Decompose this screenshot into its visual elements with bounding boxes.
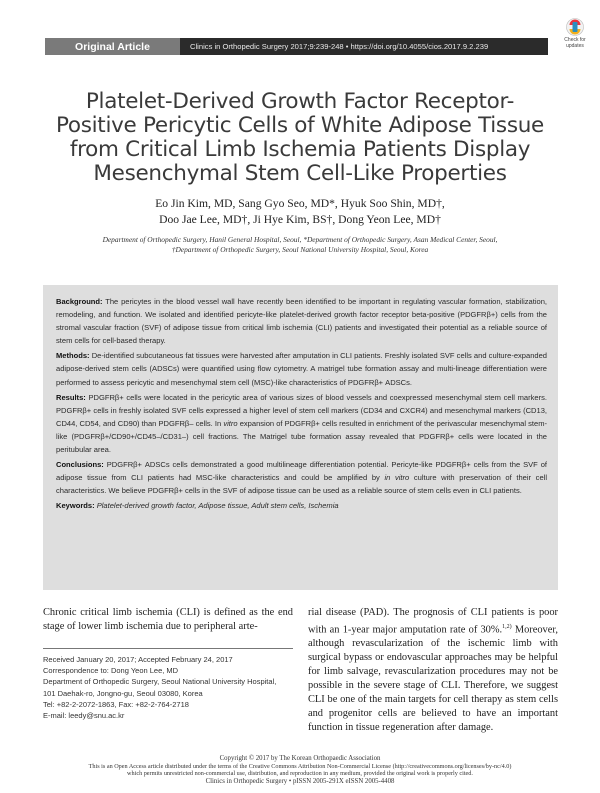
article-title: Platelet-Derived Growth Factor Receptor- Positive Pericytic Cells of White Adipose Tissue from Critical Limb Ischemia Patients Display Mesenchymal Stem Cell-Like Properties [55, 89, 544, 186]
body-text-right-column: rial disease (PAD). The prognosis of CLI patients is poor with an 1-year major amputation rate of 30%.$^{1,2)}$ Moreover, although revascularization of the ischemic limb with surgical bypass or endovascular approaches may be helpful for limb salvage, revascularization procedures may not be possible in the severe stage of CLI. Therefore, we suggest CLI be one of the main targets for cell therapy as stem cells and progenitor cells are believed to have an important function in tissue regeneration after damage. [308, 607, 558, 734]
check-for-updates-badge[interactable] [558, 18, 592, 49]
correspondence-email[interactable]: E-mail: leedy@snu.ac.kr [43, 711, 125, 721]
body-text-left-column: Chronic critical limb ischemia (CLI) is defined as the end stage of lower limb ischemia due to peripheral arte- [43, 607, 293, 632]
copyright-notice: Copyright © 2017 by The Korean Orthopaedic Association [219, 755, 381, 762]
author-affiliations: Department of Orthopedic Surgery, Hanil General Hospital, Seoul, *Department of Orthopedic Surgery, Asan Medical Center, Seoul, †Department of Orthopedic Surgery, Seoul National University Hospital, Seoul, Korea [102, 235, 498, 254]
correspondence-block [43, 654, 293, 721]
correspondence-author: Correspondence to: Dong Yeon Lee, MD [43, 666, 179, 676]
article-type-label: Original Article [45, 38, 180, 55]
author-list: Eo Jin Kim, MD, Sang Gyo Seo, MD*, Hyuk Soo Shin, MD†, Doo Jae Lee, MD†, Ji Hye Kim, BS†, Dong Yeon Lee, MD† [155, 197, 445, 226]
correspondence-phone: Tel: +82-2-2072-1863, Fax: +82-2-764-2718 [43, 699, 189, 709]
abstract-background: Background: The pericytes in the blood vessel wall have recently been identified to be important in regulating vascular formation, stabilization, remodeling, and function. We isolated and identified pericyte-like platelet-derived growth factor receptor beta-positive (PDGFRβ+) cells from the stromal vascular fraction (SVF) of adipose tissue from critical limb ischemia (CLI) patients and investigated their potential as a reliable source of stem cells for cell-based therapy. [56, 297, 547, 346]
received-dates: Received January 20, 2017; Accepted February 24, 2017 [43, 655, 233, 664]
page-footer [40, 755, 560, 785]
journal-citation: Clinics in Orthopedic Surgery 2017;9:239-248 • https://doi.org/10.4055/cios.2017.9.2.239 [190, 42, 489, 51]
abstract [43, 285, 558, 590]
license-notice-line2: which permits unrestricted non-commercial use, distribution, and reproduction in any medium, provided the original work is properly cited. [127, 770, 473, 778]
citation-reference[interactable]: 1,2) [502, 624, 512, 630]
check-for-updates-text: Check for updates [564, 37, 586, 49]
journal-issn: Clinics in Orthopedic Surgery • pISSN 2005-291X eISSN 2005-4408 [205, 777, 395, 785]
abstract-results: Results: PDGFRβ+ cells were located in the pericytic area of various sizes of blood vessels and coexpressed mesenchymal stem cell markers. PDGFRβ+ cells in freshly isolated SVF cells expressed a higher level of stem cell markers (CD34 and CXCR4) and mesenchymal markers (CD13, CD44, CD54, and CD90) than PDGFRβ– cells. In vitro expansion of PDGFRβ+ cells resulted in enrichment of the perivascular mesenchymal stem-like (PDGFRβ+/CD90+/CD45–/CD31–) cell fractions. The Matrigel tube formation assay revealed that PDGFRβ+ cells were located in the peritubular area. [56, 392, 547, 455]
abstract-keywords: Keywords: Platelet-derived growth factor, Adipose tissue, Adult stem cells, Ischemia [56, 501, 339, 511]
abstract-methods: Methods: De-identified subcutaneous fat tissues were harvested after amputation in CLI patients. Freshly isolated SVF cells and culture-expanded adipose-derived stem cells (ADSCs) were quantified using flow cytometry. A matrigel tube formation assay and multi-lineage differentiation were performed to assess pericytic and mesenchymal stem cell (MSC)-like characteristics of PDGFRβ+ ADSCs. [56, 351, 547, 387]
correspondence-department: Department of Orthopedic Surgery, Seoul National University Hospital, [43, 677, 277, 687]
crossmark-icon [566, 18, 584, 36]
correspondence-address: 101 Daehak-ro, Jongno-gu, Seoul 03080, Korea [43, 688, 203, 698]
journal-header-bar [45, 38, 548, 55]
correspondence-divider [43, 648, 293, 649]
abstract-conclusions: Conclusions: PDGFRβ+ ADSCs cells demonstrated a good multilineage differentiation potential. Pericyte-like PDGFRβ+ cells from the SVF of adipose tissue from CLI patients had MSC-like characteristics and could be amplified by in vitro culture with preservation of their cell characteristics. We believe PDGFRβ+ cells in the SVF of adipose tissue can be used as a reliable source of stem cells even in CLI patients. [56, 460, 548, 496]
license-notice-line1: This is an Open Access article distributed under the terms of the Creative Commons Attribution Non-Commercial License (http://creativecommons.org/licenses/by-nc/4.0) [88, 762, 512, 770]
